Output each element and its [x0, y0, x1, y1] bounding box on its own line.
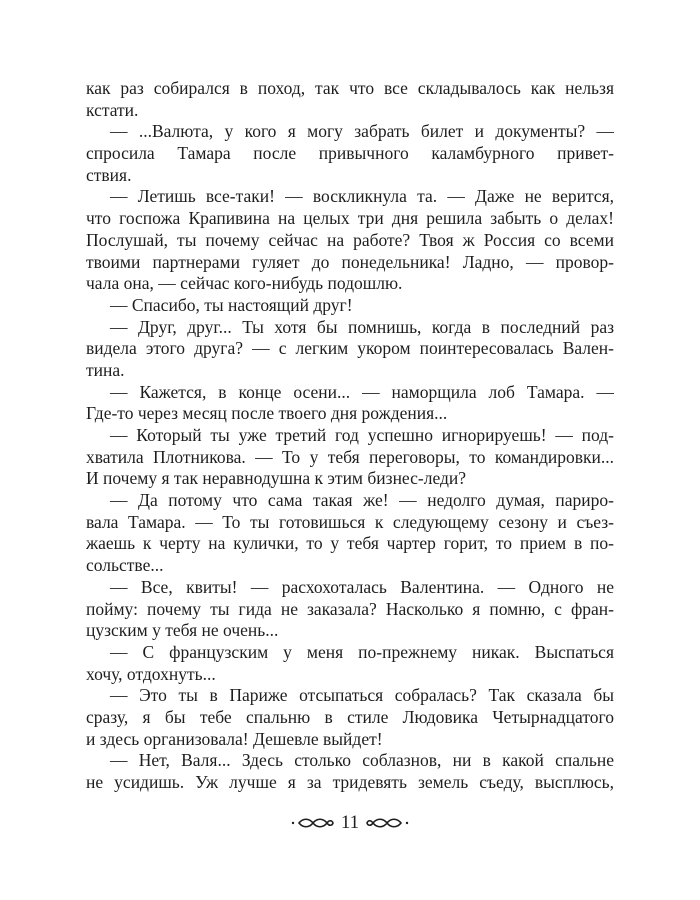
page-footer — [0, 812, 700, 834]
text-line: чала она, — сейчас кого-нибудь подошлю. — [86, 273, 403, 294]
text-line: — Спасибо, ты настоящий друг! — [110, 294, 353, 315]
text-line: — ...Валюта, у кого я могу забрать билет и документы? — — [110, 121, 614, 142]
page-body-text — [86, 78, 614, 794]
text-line: ствия. — [86, 164, 132, 185]
text-line: спросила Тамара после привычного каламбурного привет- — [86, 143, 614, 164]
text-line: кстати. — [86, 99, 139, 120]
text-line: вала Тамара. — То ты готовишься к следующему сезону и съез- — [86, 511, 614, 532]
text-line: И почему я так неравнодушна к этим бизнес-леди? — [86, 468, 467, 489]
text-line: твоими партнерами гуляет до понедельника! Ладно, — провор- — [86, 251, 614, 272]
text-line: — С французским у меня по-прежнему никак. Выспаться — [110, 641, 614, 662]
ornament-right-icon — [365, 817, 409, 829]
ornament-left-icon — [291, 817, 335, 829]
text-line: — Друг, друг... Ты хотя бы помнишь, когда в последний раз — [110, 316, 614, 337]
text-line: и здесь организовала! Дешевле выйдет! — [86, 728, 383, 749]
text-line: — Да потому что сама такая же! — недолго думая, париро- — [110, 490, 614, 511]
text-line: Где-то через месяц после твоего дня рождения... — [86, 403, 448, 424]
text-line: пойму: почему ты гида не заказала? Насколько я помню, с фран- — [86, 598, 614, 619]
text-line: что госпожа Крапивина на целых три дня решила забыть о делах! — [86, 208, 614, 229]
text-line: сольстве... — [86, 555, 164, 576]
text-line: цузским у тебя не очень... — [86, 620, 279, 641]
text-line: как раз собирался в поход, так что все складывалось как нельзя — [86, 78, 614, 98]
page-number: 11 — [340, 812, 360, 833]
text-line: — Все, квиты! — расхохоталась Валентина. — Одного не — [110, 576, 614, 597]
text-line: жаешь к черту на кулички, то у тебя чартер горит, то прием в по- — [86, 533, 614, 554]
text-line: — Который ты уже третий год успешно игнорируешь! — под- — [110, 425, 614, 445]
text-line: хватила Плотникова. — То у тебя переговоры, то командировки... — [86, 446, 614, 467]
text-line: — Нет, Валя... Здесь столько соблазнов, ни в какой спальне — [110, 750, 614, 771]
text-line: видела этого друга? — с легким укором поинтересовалась Вален- — [86, 338, 614, 359]
text-line: Послушай, ты почему сейчас на работе? Твоя ж Россия со всеми — [86, 229, 614, 250]
text-line: — Кажется, в конце осени... — наморщила лоб Тамара. — — [110, 381, 614, 402]
text-line: сразу, я бы тебе спальню в стиле Людовика Четырнадцатого — [86, 706, 614, 727]
text-line: — Это ты в Париже отсыпаться собралась? Так сказала бы — [110, 685, 614, 706]
text-line: хочу, отдохнуть... — [86, 663, 216, 684]
text-line: тина. — [86, 359, 125, 380]
text-line: — Летишь все-таки! — воскликнула та. — Даже не верится, — [110, 186, 614, 207]
text-line: не усидишь. Уж лучше я за тридевять земель съеду, высплюсь, — [86, 772, 614, 792]
